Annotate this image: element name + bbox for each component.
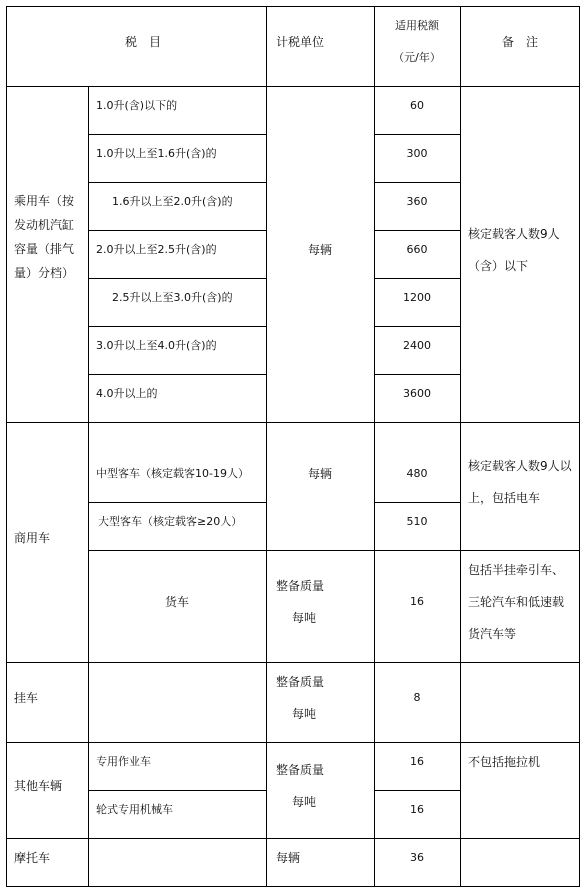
trailer-category: 挂车 bbox=[14, 691, 39, 705]
passenger-unit: 每辆 bbox=[308, 243, 333, 257]
passenger-item: 1.6升以上至2.0升(含)的 bbox=[112, 195, 233, 208]
table-border-top bbox=[6, 6, 580, 7]
passenger-rate: 60 bbox=[410, 99, 424, 112]
passenger-rate: 1200 bbox=[403, 291, 431, 304]
table-border-right bbox=[579, 6, 580, 886]
truck-note-line: 包括半挂牵引车、 bbox=[468, 563, 565, 577]
row-line bbox=[374, 134, 460, 135]
passenger-item: 1.0升以上至1.6升(含)的 bbox=[96, 147, 217, 160]
passenger-note-line: 核定载客人数9人 bbox=[468, 227, 560, 241]
other-item: 专用作业车 bbox=[96, 755, 151, 768]
truck-note-line: 货汽车等 bbox=[468, 627, 517, 641]
header-bottom-line bbox=[6, 86, 580, 87]
passenger-bottom-line bbox=[6, 422, 580, 423]
row-line bbox=[88, 134, 266, 135]
bus-item: 中型客车（核定载客10-19人） bbox=[96, 467, 249, 480]
passenger-item: 2.5升以上至3.0升(含)的 bbox=[112, 291, 233, 304]
trailer-unit-line: 每吨 bbox=[292, 707, 317, 721]
header-note: 备 注 bbox=[501, 35, 538, 49]
trailer-unit-line: 整备质量 bbox=[276, 675, 325, 689]
commercial-bottom-line bbox=[6, 662, 580, 663]
row-line bbox=[88, 374, 266, 375]
other-unit-line: 每吨 bbox=[292, 795, 317, 809]
row-line bbox=[88, 790, 266, 791]
col-line-item bbox=[266, 6, 267, 886]
passenger-rate: 360 bbox=[406, 195, 428, 208]
passenger-category-line: 量）分档） bbox=[14, 266, 75, 280]
motorcycle-unit: 每辆 bbox=[276, 851, 301, 865]
commercial-category: 商用车 bbox=[14, 531, 51, 545]
row-line bbox=[88, 278, 266, 279]
trailer-rate: 8 bbox=[413, 691, 421, 704]
motorcycle-rate: 36 bbox=[410, 851, 424, 864]
truck-unit-line: 整备质量 bbox=[276, 579, 325, 593]
passenger-category-line: 乘用车（按 bbox=[14, 194, 75, 208]
bus-rate: 480 bbox=[406, 467, 428, 480]
row-line bbox=[88, 182, 266, 183]
passenger-item: 3.0升以上至4.0升(含)的 bbox=[96, 339, 217, 352]
other-note: 不包括拖拉机 bbox=[468, 755, 541, 769]
trailer-bottom-line bbox=[6, 742, 580, 743]
passenger-category-line: 发动机汽缸 bbox=[14, 218, 75, 232]
row-line bbox=[88, 550, 580, 551]
bus-note-line: 核定载客人数9人以 bbox=[468, 459, 572, 473]
header-rate-line1: 适用税额 bbox=[395, 19, 439, 32]
row-line bbox=[374, 278, 460, 279]
bus-note-line: 上，包括电车 bbox=[468, 491, 541, 505]
bus-rate: 510 bbox=[406, 515, 428, 528]
other-category: 其他车辆 bbox=[14, 779, 63, 793]
header-rate-line2: （元/年） bbox=[393, 51, 441, 64]
row-line bbox=[88, 502, 266, 503]
row-line bbox=[88, 230, 266, 231]
row-line bbox=[374, 182, 460, 183]
truck-note-line: 三轮汽车和低速载 bbox=[468, 595, 565, 609]
row-line bbox=[88, 326, 266, 327]
col-line-rate bbox=[460, 6, 461, 886]
passenger-item: 1.0升(含)以下的 bbox=[96, 99, 178, 112]
row-line bbox=[374, 502, 460, 503]
header-item: 税 目 bbox=[124, 35, 161, 49]
other-item: 轮式专用机械车 bbox=[96, 803, 173, 816]
motorcycle-bottom-line bbox=[6, 886, 580, 887]
passenger-item: 2.0升以上至2.5升(含)的 bbox=[96, 243, 217, 256]
truck-unit-line: 每吨 bbox=[292, 611, 317, 625]
truck-item: 货车 bbox=[164, 595, 189, 609]
col-line-category bbox=[88, 86, 89, 886]
passenger-item: 4.0升以上的 bbox=[96, 387, 158, 400]
passenger-rate: 2400 bbox=[403, 339, 431, 352]
bus-item: 大型客车（核定载客≥20人） bbox=[98, 515, 243, 528]
passenger-rate: 660 bbox=[406, 243, 428, 256]
row-line bbox=[374, 326, 460, 327]
motorcycle-category: 摩托车 bbox=[14, 851, 51, 865]
passenger-rate: 300 bbox=[406, 147, 428, 160]
truck-rate: 16 bbox=[410, 595, 424, 608]
row-line bbox=[374, 374, 460, 375]
passenger-note-line: （含）以下 bbox=[468, 259, 529, 273]
row-line bbox=[374, 230, 460, 231]
passenger-category-line: 容量（排气 bbox=[14, 242, 75, 256]
other-unit-line: 整备质量 bbox=[276, 763, 325, 777]
bus-unit: 每辆 bbox=[308, 467, 333, 481]
other-rate: 16 bbox=[410, 803, 424, 816]
other-bottom-line bbox=[6, 838, 580, 839]
other-rate: 16 bbox=[410, 755, 424, 768]
passenger-rate: 3600 bbox=[403, 387, 431, 400]
table-border-left bbox=[6, 6, 7, 886]
header-unit: 计税单位 bbox=[276, 35, 325, 49]
row-line bbox=[374, 790, 460, 791]
